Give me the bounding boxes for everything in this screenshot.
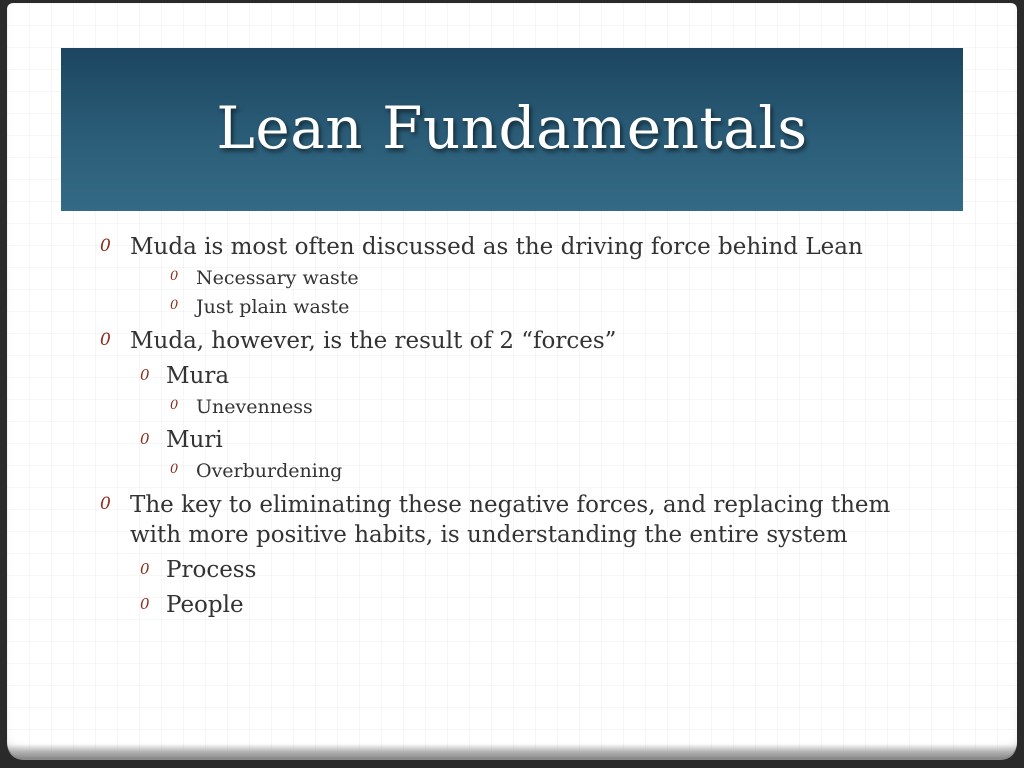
bullet-marker-icon: 0 xyxy=(170,398,179,413)
bullet-list xyxy=(100,232,930,620)
bullet-marker-icon: 0 xyxy=(170,462,179,477)
bullet-text: Muda is most often discussed as the driving force behind Lean xyxy=(130,234,863,260)
bullet-item xyxy=(170,265,930,291)
bullet-marker-icon: 0 xyxy=(100,494,111,514)
slide-title: Lean Fundamentals xyxy=(216,93,808,162)
bullet-item xyxy=(170,294,930,320)
bullet-text: The key to eliminating these negative forces, and replacing them with more positive habits, is understanding the entire system xyxy=(130,492,891,548)
bullet-item xyxy=(100,232,930,262)
bullet-marker-icon: 0 xyxy=(100,330,111,350)
bullet-marker-icon: 0 xyxy=(140,595,150,613)
bullet-marker-icon: 0 xyxy=(100,236,111,256)
bullet-marker-icon: 0 xyxy=(140,560,150,578)
bullet-text: Just plain waste xyxy=(196,296,350,318)
bullet-marker-icon: 0 xyxy=(140,366,150,384)
bullet-text: Mura xyxy=(166,363,230,389)
page-curl-shadow xyxy=(7,744,1017,760)
bullet-marker-icon: 0 xyxy=(170,269,179,284)
bullet-marker-icon: 0 xyxy=(170,298,179,313)
bullet-text: People xyxy=(166,592,244,618)
bullet-item xyxy=(170,458,930,484)
bullet-item xyxy=(140,361,930,391)
bullet-item xyxy=(170,394,930,420)
bullet-text: Necessary waste xyxy=(196,267,359,289)
bullet-item xyxy=(140,425,930,455)
bullet-marker-icon: 0 xyxy=(140,430,150,448)
bullet-item xyxy=(140,590,930,620)
bullet-text: Overburdening xyxy=(196,460,343,482)
bullet-item xyxy=(100,326,930,356)
bullet-text: Process xyxy=(166,557,257,583)
bullet-item xyxy=(140,555,930,585)
title-band xyxy=(61,48,963,211)
bullet-text: Muri xyxy=(166,427,223,453)
bullet-text: Unevenness xyxy=(196,396,313,418)
bullet-text: Muda, however, is the result of 2 “forces” xyxy=(130,328,617,354)
bullet-item xyxy=(100,490,930,550)
